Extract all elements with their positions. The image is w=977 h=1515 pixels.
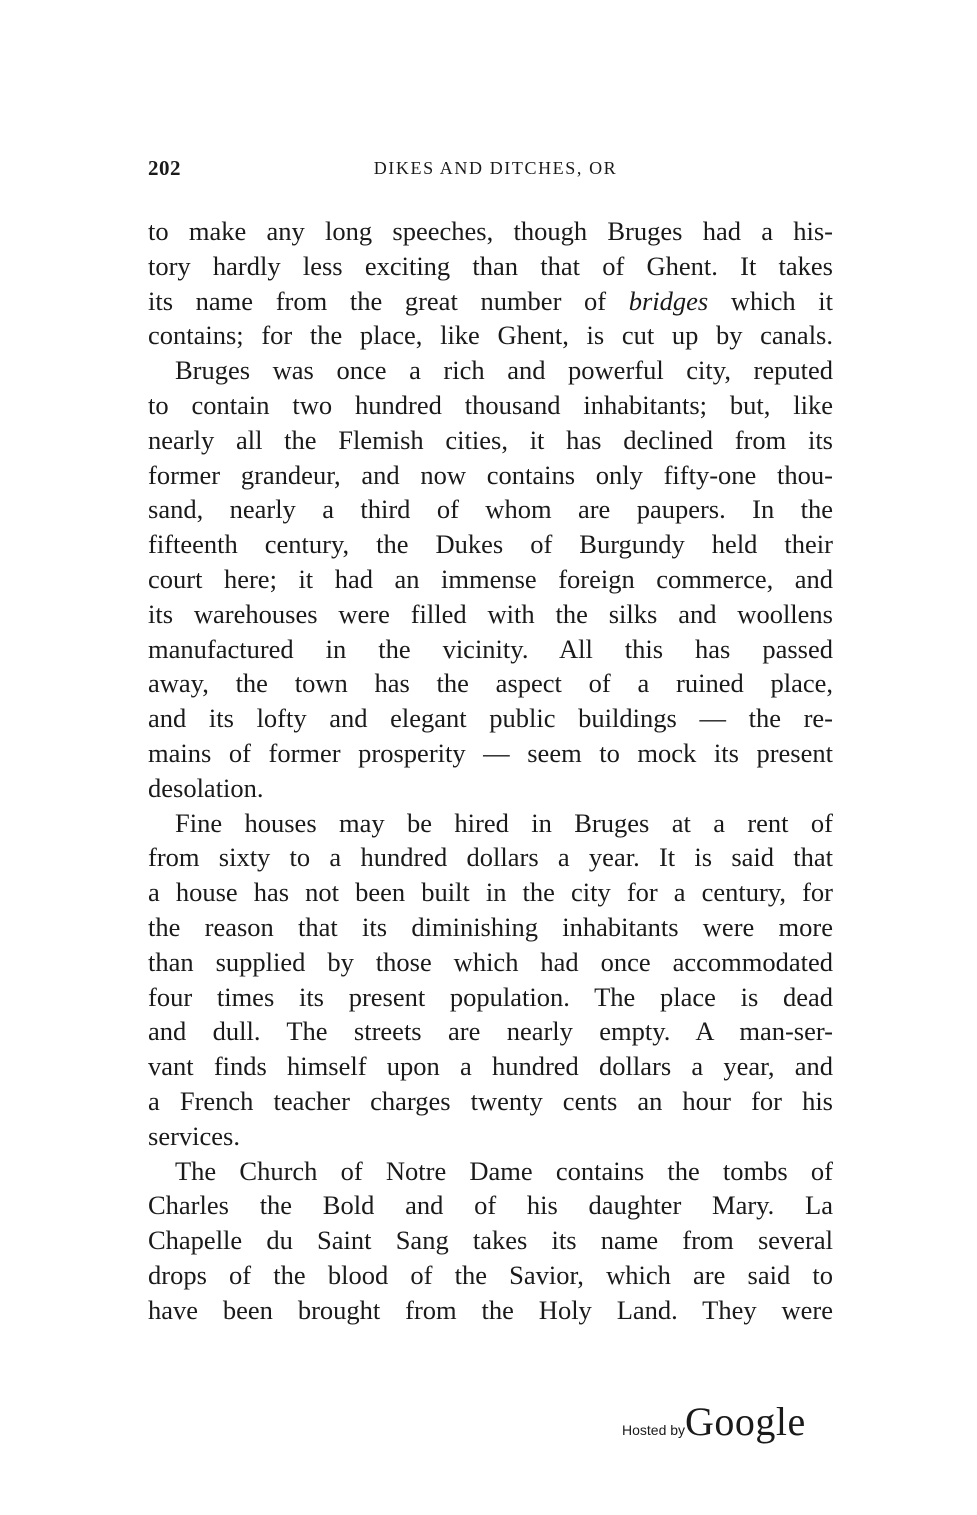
text-line: fifteenth century, the Dukes of Burgundy held their: [148, 529, 833, 560]
text-line: the reason that its diminishing inhabitants were more: [148, 911, 833, 942]
text-line: sand, nearly a third of whom are paupers. In the: [148, 494, 833, 525]
hosted-by-google-watermark: [622, 1398, 806, 1445]
text-line: to contain two hundred thousand inhabitants; but, like: [148, 389, 833, 420]
page-body-text: [148, 214, 833, 1328]
italic-word: bridges: [628, 285, 709, 316]
text-line: manufactured in the vicinity. All this has passed: [148, 633, 833, 664]
text-line: than supplied by those which had once accommodated: [148, 946, 833, 977]
text-line: Bruges was once a rich and powerful city, reputed: [175, 355, 833, 386]
text-segment: its name from the great number of: [148, 285, 629, 316]
text-line: four times its present population. The place is dead: [148, 981, 833, 1012]
running-title: DIKES AND DITCHES, OR: [373, 158, 618, 178]
text-line: tory hardly less exciting than that of Ghent. It takes: [148, 250, 833, 281]
text-line: Chapelle du Saint Sang takes its name from several: [148, 1225, 833, 1256]
text-line: have been brought from the Holy Land. They were: [148, 1294, 833, 1325]
google-logo: Google: [685, 1399, 806, 1444]
text-line: court here; it had an immense foreign commerce, and: [148, 563, 833, 594]
text-line: a house has not been built in the city for a century, for: [148, 877, 833, 908]
text-line: vant finds himself upon a hundred dollars a year, and: [148, 1051, 833, 1082]
page-number: 202: [148, 156, 181, 180]
text-line: drops of the blood of the Savior, which are said to: [148, 1259, 833, 1290]
running-header: [148, 156, 833, 186]
text-line: and dull. The streets are nearly empty. A man-ser-: [148, 1016, 833, 1047]
text-line: a French teacher charges twenty cents an hour for his: [148, 1085, 833, 1116]
text-line: Fine houses may be hired in Bruges at a rent of: [175, 807, 833, 838]
text-line: contains; for the place, like Ghent, is cut up by canals.: [148, 320, 833, 351]
text-line: away, the town has the aspect of a ruined place,: [148, 668, 833, 699]
text-line: desolation.: [148, 772, 264, 803]
text-line: mains of former prosperity — seem to mock its present: [148, 737, 833, 768]
text-line: The Church of Notre Dame contains the tombs of: [175, 1155, 833, 1186]
text-line: to make any long speeches, though Bruges had a his-: [148, 216, 833, 246]
text-segment: which it: [708, 285, 833, 316]
text-line: its warehouses were filled with the silks and woollens: [148, 598, 833, 629]
text-line: Charles the Bold and of his daughter Mary. La: [148, 1190, 833, 1221]
text-line: former grandeur, and now contains only fifty-one thou-: [148, 459, 833, 490]
text-line: [148, 284, 833, 319]
text-line: nearly all the Flemish cities, it has declined from its: [148, 424, 833, 455]
hosted-by-label: Hosted by: [622, 1422, 686, 1438]
text-line: and its lofty and elegant public buildings — the re-: [148, 703, 833, 734]
text-line: services.: [148, 1120, 240, 1151]
text-line: from sixty to a hundred dollars a year. It is said that: [148, 842, 833, 873]
